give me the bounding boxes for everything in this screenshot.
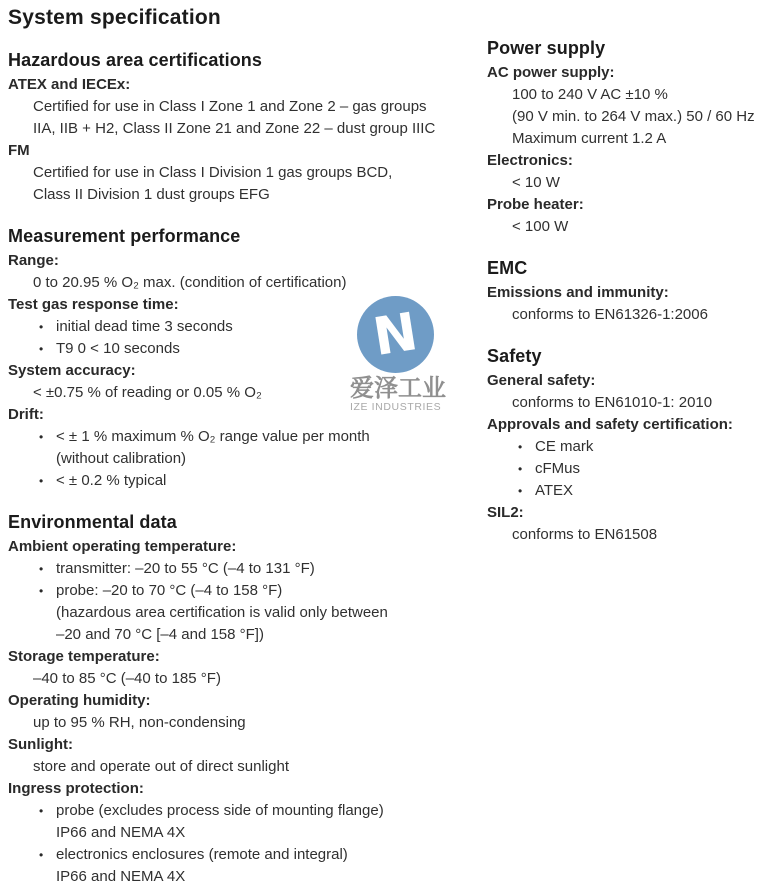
spec-value: [487, 392, 779, 414]
bullet-line: (hazardous area certification is valid only between: [56, 604, 388, 621]
spec-value-line: 0 to 20.95 % O₂ max. (condition of certification): [33, 274, 347, 291]
bullet-line: T9 0 < 10 seconds: [56, 340, 180, 357]
spec-value-line: –40 to 85 °C (–40 to 185 °F): [33, 670, 221, 687]
section-heading: Safety: [487, 346, 542, 366]
spec-value-line: < 100 W: [512, 218, 569, 235]
bullet-line: –20 and 70 °C [–4 and 158 °F]): [56, 626, 264, 643]
spec-value: [487, 172, 779, 194]
section-heading: Power supply: [487, 38, 606, 58]
bullet-item: [487, 458, 779, 480]
spec-value: [8, 712, 478, 734]
spec-value-line: (90 V min. to 264 V max.) 50 / 60 Hz: [512, 108, 755, 125]
bullet-line: cFMus: [535, 460, 580, 477]
bullet-icon: •: [39, 584, 44, 598]
bullet-line: probe: –20 to 70 °C (–4 to 158 °F): [56, 582, 283, 599]
bullet-item: [8, 338, 478, 360]
spec-value: [8, 162, 478, 206]
spec-section: [8, 224, 478, 492]
bullet-line: IP66 and NEMA 4X: [56, 824, 186, 841]
bullet-line: < ± 0.2 % typical: [56, 472, 167, 489]
spec-section: [487, 36, 779, 238]
spec-term: Ingress protection:: [8, 780, 144, 797]
spec-term: Range:: [8, 252, 59, 269]
spec-value-line: conforms to EN61010-1: 2010: [512, 394, 713, 411]
spec-term: Ambient operating temperature:: [8, 538, 237, 555]
page-title: System specification: [8, 6, 221, 29]
bullet-item: [8, 580, 478, 646]
bullet-icon: •: [518, 462, 523, 476]
section-heading: EMC: [487, 258, 528, 278]
bullet-icon: •: [39, 804, 44, 818]
watermark-cjk-text: 爱泽工业: [350, 374, 446, 402]
bullet-item: [8, 470, 478, 492]
spec-section: [487, 344, 779, 546]
bullet-line: < ± 1 % maximum % O₂ range value per month: [56, 428, 370, 445]
spec-value: [8, 756, 478, 778]
section-heading: Measurement performance: [8, 226, 241, 246]
spec-term: SIL2:: [487, 504, 524, 521]
bullet-item: [8, 316, 478, 338]
spec-value-line: Class II Division 1 dust groups EFG: [33, 186, 270, 203]
spec-term: Electronics:: [487, 152, 573, 169]
spec-value-line: < ±0.75 % of reading or 0.05 % O₂: [33, 384, 262, 401]
spec-value-line: up to 95 % RH, non-condensing: [33, 714, 246, 731]
bullet-line: electronics enclosures (remote and integral): [56, 846, 348, 863]
spec-term: Storage temperature:: [8, 648, 160, 665]
bullet-icon: •: [39, 848, 44, 862]
spec-term: Test gas response time:: [8, 296, 179, 313]
spec-term: Drift:: [8, 406, 44, 423]
spec-value-line: IIA, IIB + H2, Class II Zone 21 and Zone 22 – dust group IIIC: [33, 120, 436, 137]
bullet-icon: •: [39, 474, 44, 488]
spec-value: [487, 216, 779, 238]
bullet-icon: •: [39, 320, 44, 334]
bullet-line: initial dead time 3 seconds: [56, 318, 233, 335]
bullet-icon: •: [39, 562, 44, 576]
spec-value: [8, 272, 478, 294]
spec-value: [487, 84, 779, 150]
spec-value: [8, 382, 478, 404]
bullet-line: CE mark: [535, 438, 594, 455]
spec-section: [8, 510, 478, 888]
bullet-item: [8, 844, 478, 888]
spec-term: Operating humidity:: [8, 692, 151, 709]
spec-value: [487, 524, 779, 546]
spec-value-line: conforms to EN61326-1:2006: [512, 306, 708, 323]
spec-value-line: Certified for use in Class I Division 1 gas groups BCD,: [33, 164, 393, 181]
section-heading: Environmental data: [8, 512, 177, 532]
spec-value-line: < 10 W: [512, 174, 560, 191]
bullet-icon: •: [518, 484, 523, 498]
spec-value-line: Maximum current 1.2 A: [512, 130, 667, 147]
spec-term: General safety:: [487, 372, 596, 389]
section-heading: Hazardous area certifications: [8, 50, 262, 70]
spec-term: ATEX and IECEx:: [8, 76, 131, 93]
spec-term: Sunlight:: [8, 736, 73, 753]
bullet-icon: •: [39, 342, 44, 356]
bullet-line: transmitter: –20 to 55 °C (–4 to 131 °F): [56, 560, 315, 577]
bullet-line: (without calibration): [56, 450, 187, 467]
spec-term: Probe heater:: [487, 196, 584, 213]
spec-value: [8, 668, 478, 690]
bullet-icon: •: [518, 440, 523, 454]
spec-section: [487, 256, 779, 326]
right-column: [487, 36, 779, 546]
bullet-item: [487, 480, 779, 502]
bullet-icon: •: [39, 430, 44, 444]
spec-value: [487, 304, 779, 326]
spec-value: [8, 96, 478, 140]
bullet-line: probe (excludes process side of mounting flange): [56, 802, 384, 819]
spec-term: System accuracy:: [8, 362, 136, 379]
spec-value-line: conforms to EN61508: [512, 526, 658, 543]
bullet-item: [487, 436, 779, 458]
spec-value-line: 100 to 240 V AC ±10 %: [512, 86, 668, 103]
bullet-line: ATEX: [535, 482, 574, 499]
logo-letter: N: [368, 301, 422, 369]
spec-term: Approvals and safety certification:: [487, 416, 733, 433]
bullet-item: [8, 426, 478, 470]
watermark-subtext: IZE INDUSTRIES: [350, 401, 442, 413]
spec-value-line: store and operate out of direct sunlight: [33, 758, 289, 775]
bullet-line: IP66 and NEMA 4X: [56, 868, 186, 885]
left-column: [8, 6, 478, 888]
bullet-item: [8, 558, 478, 580]
spec-section: [8, 48, 478, 206]
bullet-item: [8, 800, 478, 844]
spec-value-line: Certified for use in Class I Zone 1 and Zone 2 – gas groups: [33, 98, 427, 115]
spec-term: FM: [8, 142, 30, 159]
spec-term: AC power supply:: [487, 64, 615, 81]
spec-term: Emissions and immunity:: [487, 284, 669, 301]
